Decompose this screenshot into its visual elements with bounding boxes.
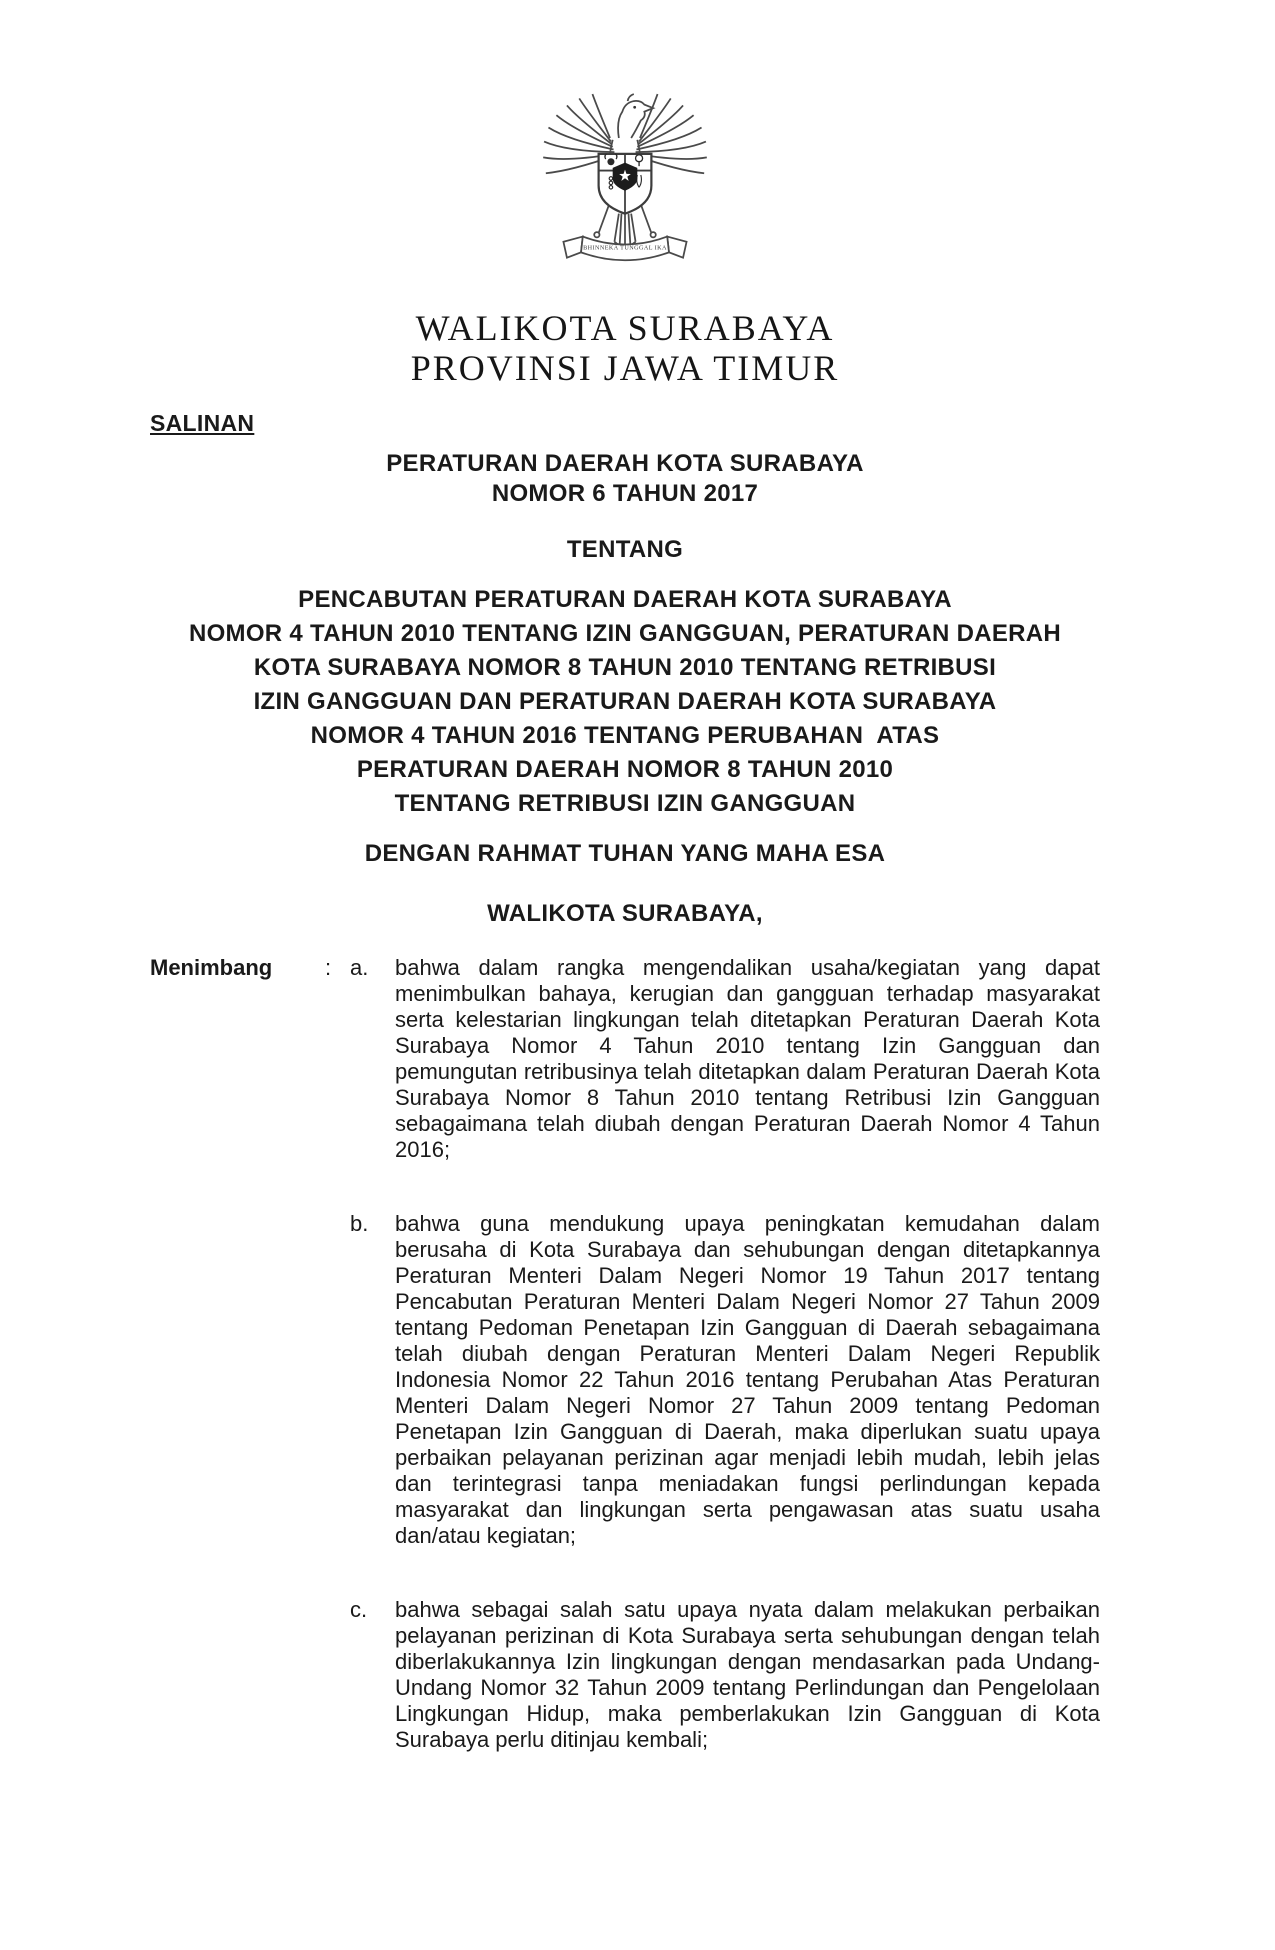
copy-label: SALINAN xyxy=(150,410,255,436)
motto-text: BHINNEKA TUNGGAL IKA xyxy=(583,245,667,252)
considering-section xyxy=(150,955,1100,1753)
about-label: TENTANG xyxy=(566,536,684,563)
subject-line: NOMOR 4 TAHUN 2010 TENTANG IZIN GANGGUAN, PERATURAN DAERAH xyxy=(188,620,1062,647)
item-marker-b: b. xyxy=(350,1211,369,1236)
pancasila-shield xyxy=(599,154,652,214)
considering-label: Menimbang xyxy=(150,955,273,980)
regulation-heading xyxy=(150,449,1100,509)
item-marker-c: c. xyxy=(350,1597,368,1622)
document-header xyxy=(150,87,1100,282)
subject-line: KOTA SURABAYA NOMOR 8 TAHUN 2010 TENTANG RETRIBUSI xyxy=(253,654,997,681)
regulation-number: NOMOR 6 TAHUN 2017 xyxy=(491,480,759,507)
considering-item-c: bahwa sebagai salah satu upaya nyata dalam melakukan perbaikan pelayanan perizinan di Kota Surabaya serta sehubungan dengan telah diberlakukannya Izin lingkungan dengan mendasarkan pada Undang-Undang Nomor 32 Tahun 2009 tentang Perlindungan dan Pengelolaan Lingkungan Hidup, maka pemberlakukan Izin Gangguan di Kota Surabaya perlu ditinjau kembali; xyxy=(395,1597,1100,1752)
considering-separator: : xyxy=(325,955,332,980)
regulation-title: PERATURAN DAERAH KOTA SURABAYA xyxy=(386,450,864,477)
subject-line: PERATURAN DAERAH NOMOR 8 TAHUN 2010 xyxy=(356,756,894,783)
office-title: WALIKOTA SURABAYA xyxy=(415,308,835,348)
subject-line: NOMOR 4 TAHUN 2016 TENTANG PERUBAHAN ATAS xyxy=(310,722,940,749)
invocation-line: DENGAN RAHMAT TUHAN YANG MAHA ESA xyxy=(364,840,886,867)
subject-line: PENCABUTAN PERATURAN DAERAH KOTA SURABAYA xyxy=(298,586,952,613)
considering-item-b: bahwa guna mendukung upaya peningkatan kemudahan dalam berusaha di Kota Surabaya dan sehubungan dengan ditetapkannya Peraturan Menteri Dalam Negeri Nomor 19 Tahun 2017 tentang Pencabutan Peraturan Menteri Dalam Negeri Nomor 27 Tahun 2009 tentang Pedoman Penetapan Izin Gangguan di Daerah sebagaimana telah diubah dengan Peraturan Menteri Dalam Negeri Republik Indonesia Nomor 22 Tahun 2016 tentang Perubahan Atas Peraturan Menteri Dalam Negeri Nomor 27 Tahun 2009 tentang Pedoman Penetapan Izin Gangguan di Daerah, maka diperlukan suatu upaya perbaikan pelayanan perizinan agar menjadi lebih mudah, lebih jelas dan terintegrasi tanpa meniadakan fungsi perlindungan kepada masyarakat dan lingkungan serta pengawasan atas suatu usaha dan/atau kegiatan; xyxy=(395,1211,1100,1548)
garuda-pancasila-emblem xyxy=(537,87,713,277)
province-title: PROVINSI JAWA TIMUR xyxy=(410,348,840,388)
authority-line: WALIKOTA SURABAYA, xyxy=(487,900,763,927)
bull-symbol xyxy=(607,158,614,165)
item-marker-a: a. xyxy=(350,955,369,980)
subject-line: IZIN GANGGUAN DAN PERATURAN DAERAH KOTA SURABAYA xyxy=(253,688,997,715)
subject-line: TENTANG RETRIBUSI IZIN GANGGUAN xyxy=(394,790,856,817)
considering-item-a: bahwa dalam rangka mengendalikan usaha/kegiatan yang dapat menimbulkan bahaya, kerugian dan gangguan terhadap masyarakat serta kelestarian lingkungan telah ditetapkan Peraturan Daerah Kota Surabaya Nomor 4 Tahun 2010 tentang Izin Gangguan dan pemungutan retribusinya telah ditetapkan dalam Peraturan Daerah Kota Surabaya Nomor 8 Tahun 2010 tentang Retribusi Izin Gangguan sebagaimana telah diubah dengan Peraturan Daerah Nomor 4 Tahun 2016; xyxy=(395,955,1100,1162)
regulation-subject xyxy=(150,583,1100,821)
